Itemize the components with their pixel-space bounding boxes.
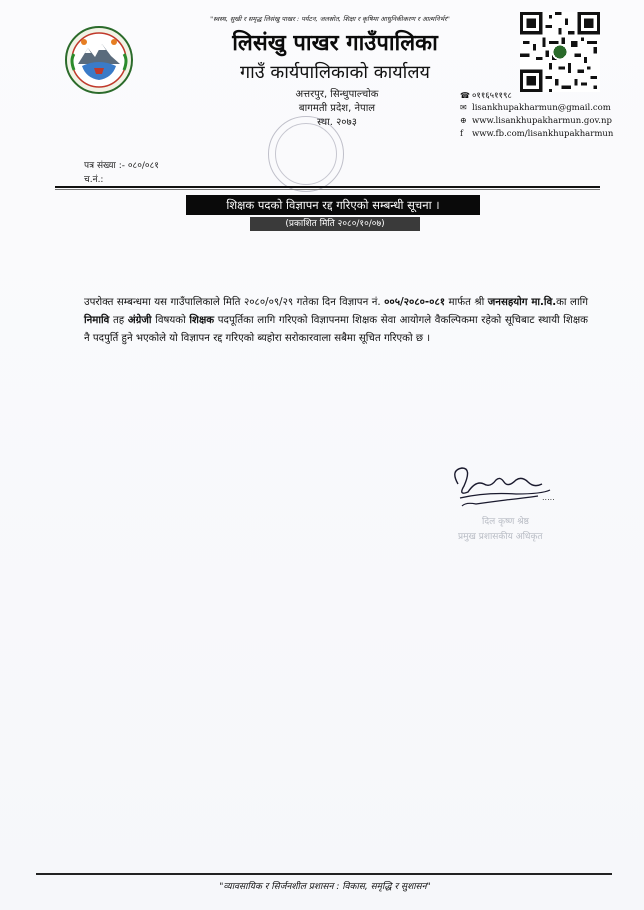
office-stamp-inner-ring — [275, 123, 337, 185]
email-icon: ✉ — [460, 103, 467, 112]
advertisement-number: ००५/२०८०-०८१ — [384, 297, 446, 308]
office-stamp — [268, 116, 344, 192]
footer-divider — [36, 873, 612, 875]
contact-phone: ☎ ०११६५११९८ — [460, 91, 512, 101]
web-icon: ⊕ — [460, 116, 467, 125]
school-name: जनसहयोग मा.वि. — [487, 297, 557, 308]
contact-website: ⊕ www.lisankhupakharmun.gov.np — [460, 116, 612, 126]
nepal-emblem-logo — [64, 24, 134, 96]
signature-handwritten — [446, 462, 586, 522]
post-name: शिक्षक — [189, 315, 215, 326]
phone-icon: ☎ — [460, 91, 470, 100]
notice-title: शिक्षक पदको विज्ञापन रद्द गरिएको सम्बन्धी सूचना । — [186, 195, 480, 215]
signatory-post: प्रमुख प्रशासकीय अधिकृत — [458, 532, 543, 542]
qr-code — [520, 12, 600, 92]
contact-email: ✉ lisankhupakharmun@gmail.com — [460, 103, 611, 113]
footer-slogan: "व्यावसायिक र सिर्जनशील प्रशासन : विकास, समृद्धि र सुशासन" — [219, 882, 431, 892]
subject-name: अंग्रेजी — [127, 315, 152, 326]
published-date: (प्रकाशित मिति २०८०/१०/०७) — [250, 217, 420, 231]
contact-facebook: f www.fb.com/lisankhupakharmun — [460, 129, 614, 139]
address-line-1: अत्तरपुर, सिन्धुपाल्चोक — [295, 89, 379, 100]
motto: "स्वस्थ, सुखी र समृद्ध लिसंखु पाखर : पर्यटन, जलस्रोत, शिक्षा र कृषिमा आधुनिकीकरण र आत्मनिर्भर" — [210, 15, 450, 23]
address-line-2: बागमती प्रदेश, नेपाल — [298, 103, 376, 114]
letter-number: पत्र संख्या :- ०८०/०८१ — [84, 161, 159, 171]
established-year: स्था. २०७३ — [317, 117, 357, 128]
notice-body: उपरोक्त सम्बन्धमा यस गाउँपालिकाले मिति २०८०/०९/२९ गतेका दिन विज्ञापन नं. ००५/२०८०-०८१ मार्फत श्री जनसहयोग मा.वि.का लागि निमावि तह अंग्रेजी विषयको शिक्षक पदपूर्तिका लागि गरिएको विज्ञापनमा शिक्षक सेवा आयोगले वैकल्पिकमा रहेको सूचिबाट स्थायी शिक्षक नै पदपुर्ति हुने भएकोले यो विज्ञापन रद्द गरिएको ब्यहोरा सरोकारवाला सबैमा सूचित गरिएको छ । — [84, 297, 588, 344]
header-divider — [55, 186, 600, 188]
office-name: गाउँ कार्यपालिकाको कार्यालय — [240, 62, 430, 83]
svg-text:.....: ..... — [542, 493, 555, 502]
teacher-level: निमावि — [84, 315, 110, 326]
municipality-name: लिसंखु पाखर गाउँपालिका — [232, 31, 438, 56]
header-divider-thin — [55, 189, 600, 190]
facebook-icon: f — [460, 129, 463, 138]
signatory-name: दिल कृष्ण श्रेष्ठ — [482, 517, 529, 527]
dispatch-number: च.नं.: — [84, 175, 104, 185]
